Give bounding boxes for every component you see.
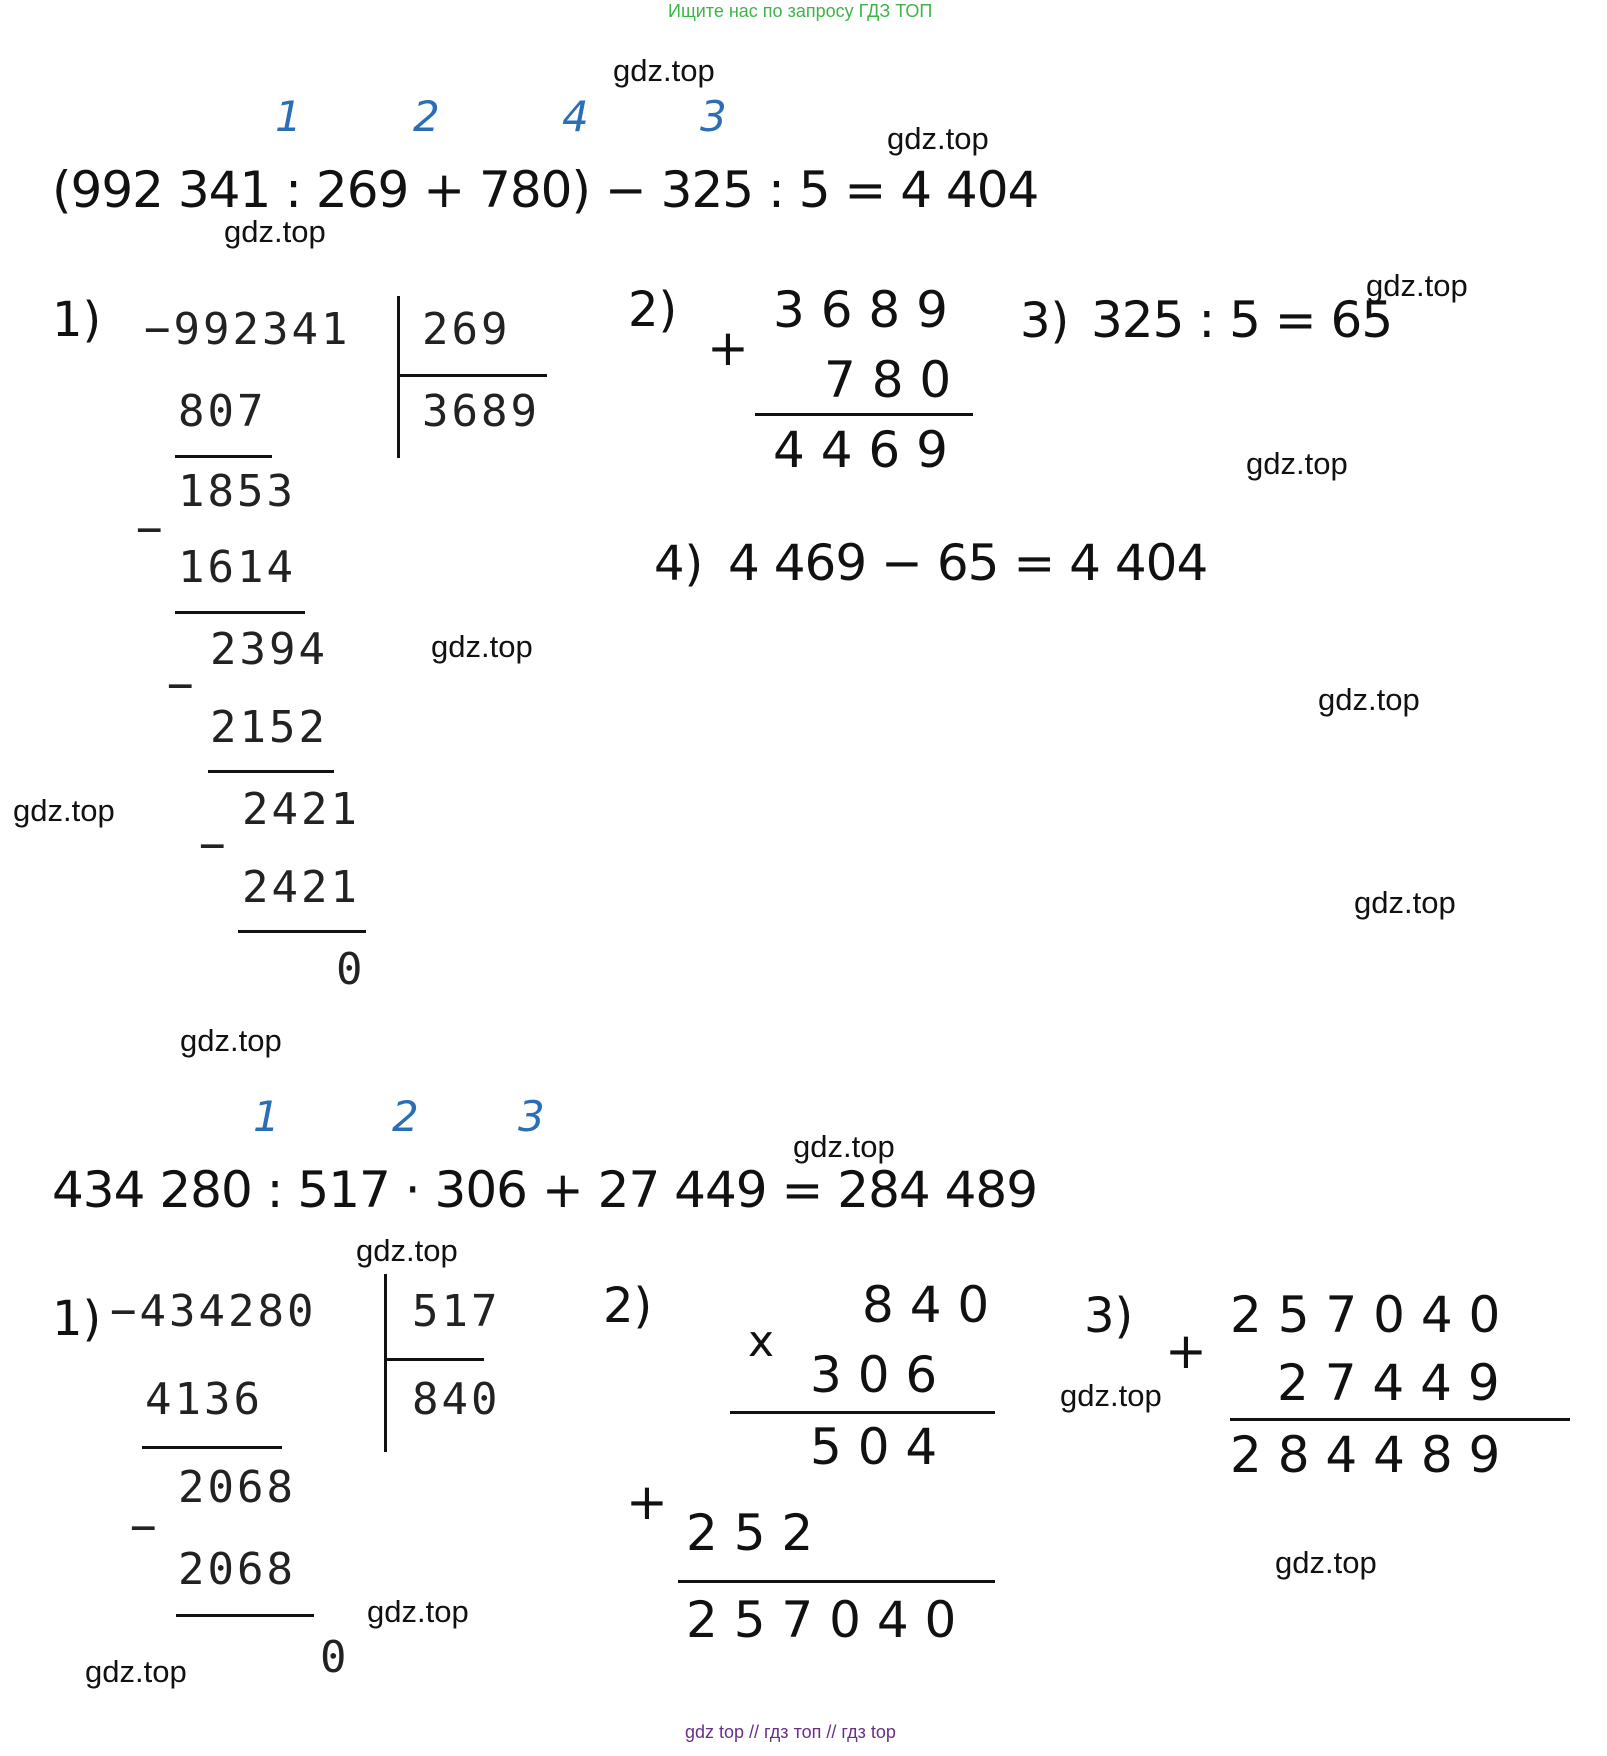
watermark: gdz.top [613, 53, 715, 88]
product-line [730, 1411, 995, 1414]
plus-sign: + [1165, 1322, 1207, 1380]
watermark: gdz.top [1366, 268, 1468, 303]
order-number: 1 [253, 1092, 280, 1141]
watermark: gdz.top [356, 1233, 458, 1268]
division-underline [238, 930, 366, 933]
search-banner: Ищите нас по запросу ГДЗ ТОП [668, 1, 933, 21]
watermark: gdz.top [887, 121, 989, 156]
step-label: 2) [628, 282, 678, 338]
division-row: 807 [178, 386, 267, 437]
expression: 434 280 : 517 · 306 + 27 449 = 284 489 [52, 1161, 1038, 1219]
division-underline [175, 611, 305, 614]
step-label: 3) [1084, 1288, 1134, 1344]
step-expression: 325 : 5 = 65 [1091, 291, 1393, 349]
minus-sign: − [130, 1502, 160, 1553]
step-label: 2) [603, 1278, 653, 1334]
sum-line [755, 413, 973, 416]
division-underline [175, 455, 272, 458]
watermark: gdz.top [1060, 1378, 1162, 1413]
sum: 4 4 6 9 [773, 421, 948, 479]
watermark: gdz.top [367, 1594, 469, 1629]
division-row: 1853 [178, 466, 296, 517]
step-label: 1) [52, 292, 102, 348]
divisor: 269 [422, 304, 511, 355]
watermark: gdz.top [1246, 446, 1348, 481]
minus-sign: − [136, 504, 166, 555]
addend: 2 5 7 0 4 0 [1230, 1286, 1501, 1344]
order-number: 1 [275, 92, 302, 141]
sum: 2 8 4 4 8 9 [1230, 1426, 1501, 1484]
step-label: 3) [1020, 293, 1070, 349]
multiplier: 3 0 6 [810, 1346, 938, 1404]
minus-sign: − [167, 660, 197, 711]
footer-links: gdz top // гдз топ // гдз top [685, 1722, 896, 1742]
division-row: 2394 [210, 624, 328, 675]
partial-product: 5 0 4 [810, 1418, 938, 1476]
watermark: gdz.top [180, 1023, 282, 1058]
plus-sign: + [626, 1473, 668, 1531]
sum-line [1230, 1418, 1570, 1421]
order-number: 4 [562, 92, 589, 141]
watermark: gdz.top [1318, 682, 1420, 717]
division-row: 2421 [242, 784, 360, 835]
division-row: 2068 [178, 1544, 296, 1595]
addend: 2 7 4 4 9 [1277, 1354, 1500, 1412]
multiplicand: 8 4 0 [862, 1276, 990, 1334]
times-sign: x [748, 1316, 775, 1367]
division-remainder: 0 [320, 1632, 350, 1683]
watermark: gdz.top [793, 1129, 895, 1164]
step-label: 4) [654, 536, 704, 592]
division-underline [176, 1614, 314, 1617]
division-bar [384, 1274, 387, 1452]
division-row: 2421 [242, 862, 360, 913]
plus-sign: + [707, 319, 749, 377]
watermark: gdz.top [431, 629, 533, 664]
division-bar [397, 296, 400, 458]
step-label: 1) [52, 1291, 102, 1347]
watermark: gdz.top [224, 214, 326, 249]
divisor: 517 [412, 1286, 501, 1337]
division-underline [208, 770, 334, 773]
order-number: 3 [518, 1092, 545, 1141]
division-row: 2068 [178, 1462, 296, 1513]
division-row: 2152 [210, 702, 328, 753]
expression: (992 341 : 269 + 780) − 325 : 5 = 4 404 [52, 161, 1039, 219]
division-row: 1614 [178, 542, 296, 593]
division-row: 4136 [145, 1374, 263, 1425]
order-number: 2 [392, 1092, 419, 1141]
addend: 7 8 0 [824, 351, 952, 409]
addend: 3 6 8 9 [773, 281, 948, 339]
dividend: −434280 [110, 1286, 317, 1337]
order-number: 2 [413, 92, 440, 141]
step-expression: 4 469 − 65 = 4 404 [728, 534, 1208, 592]
division-bar [397, 374, 547, 377]
watermark: gdz.top [13, 793, 115, 828]
product-line [678, 1580, 995, 1583]
order-number: 3 [700, 92, 727, 141]
watermark: gdz.top [85, 1654, 187, 1689]
division-bar [384, 1358, 484, 1361]
dividend: −992341 [144, 304, 351, 355]
watermark: gdz.top [1354, 885, 1456, 920]
partial-product: 2 5 2 [686, 1504, 814, 1562]
product: 2 5 7 0 4 0 [686, 1591, 957, 1649]
watermark: gdz.top [1275, 1545, 1377, 1580]
minus-sign: − [199, 820, 229, 871]
division-remainder: 0 [336, 944, 366, 995]
quotient: 3689 [422, 386, 540, 437]
division-underline [142, 1446, 282, 1449]
quotient: 840 [412, 1374, 501, 1425]
